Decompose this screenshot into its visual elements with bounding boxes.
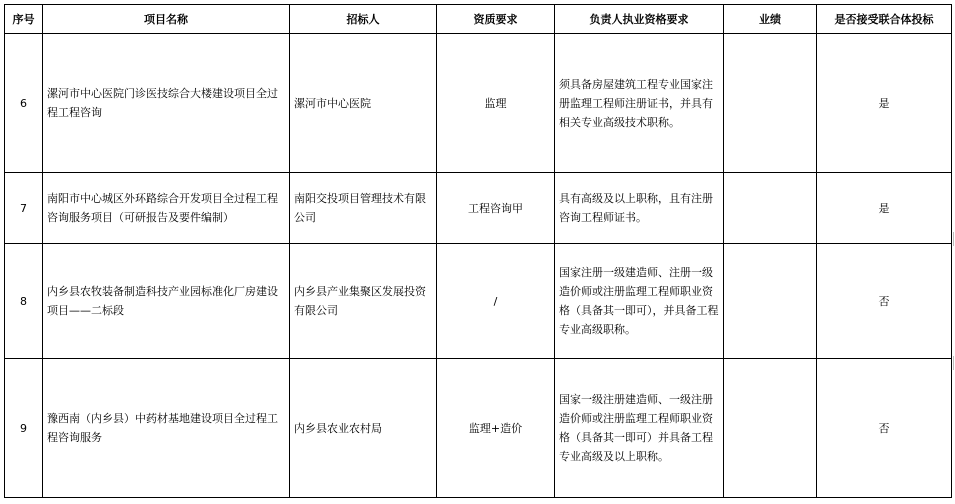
header-row — [5, 5, 952, 34]
cell-performance — [724, 173, 817, 244]
table-row — [5, 244, 952, 359]
cell-consortium: 是 — [817, 34, 952, 173]
header-tenderer: 招标人 — [290, 5, 437, 34]
cell-consortium: 否 — [817, 244, 952, 359]
cell-project-name: 内乡县农牧装备制造科技产业园标准化厂房建设项目——二标段 — [43, 244, 290, 359]
cell-performance — [724, 359, 817, 498]
cell-qualification: 工程咨询甲 — [437, 173, 555, 244]
cell-lead-requirement: 具有高级及以上职称，且有注册咨询工程师证书。 — [555, 173, 724, 244]
header-qualification: 资质要求 — [437, 5, 555, 34]
header-performance: 业绩 — [724, 5, 817, 34]
header-lead-requirement: 负责人执业资格要求 — [555, 5, 724, 34]
cell-seq: 9 — [5, 359, 43, 498]
table-row — [5, 173, 952, 244]
cell-seq: 7 — [5, 173, 43, 244]
cell-project-name: 漯河市中心医院门诊医技综合大楼建设项目全过程工程咨询 — [43, 34, 290, 173]
cell-performance — [724, 34, 817, 173]
cell-lead-requirement: 须具备房屋建筑工程专业国家注册监理工程师注册证书，并具有相关专业高级技术职称。 — [555, 34, 724, 173]
cell-lead-requirement: 国家一级注册建造师、一级注册造价师或注册监理工程师职业资格（具备其一即可）并具备工程专业高级及以上职称。 — [555, 359, 724, 498]
edge-marker — [953, 232, 954, 246]
cell-tenderer: 内乡县农业农村局 — [290, 359, 437, 498]
cell-qualification: / — [437, 244, 555, 359]
header-consortium: 是否接受联合体投标 — [817, 5, 952, 34]
cell-lead-requirement: 国家注册一级建造师、注册一级造价师或注册监理工程师职业资格（具备其一即可），并具备工程专业高级职称。 — [555, 244, 724, 359]
header-seq: 序号 — [5, 5, 43, 34]
header-name: 项目名称 — [43, 5, 290, 34]
cell-performance — [724, 244, 817, 359]
cell-consortium: 否 — [817, 359, 952, 498]
cell-project-name: 豫西南（内乡县）中药材基地建设项目全过程工程咨询服务 — [43, 359, 290, 498]
cell-seq: 8 — [5, 244, 43, 359]
table-row — [5, 359, 952, 498]
cell-qualification: 监理 — [437, 34, 555, 173]
cell-seq: 6 — [5, 34, 43, 173]
edge-marker — [953, 356, 954, 370]
cell-project-name: 南阳市中心城区外环路综合开发项目全过程工程咨询服务项目（可研报告及要件编制） — [43, 173, 290, 244]
cell-qualification: 监理+造价 — [437, 359, 555, 498]
cell-tenderer: 南阳交投项目管理技术有限公司 — [290, 173, 437, 244]
cell-tenderer: 内乡县产业集聚区发展投资有限公司 — [290, 244, 437, 359]
cell-consortium: 是 — [817, 173, 952, 244]
tender-table — [4, 4, 952, 498]
table-row — [5, 34, 952, 173]
cell-tenderer: 漯河市中心医院 — [290, 34, 437, 173]
